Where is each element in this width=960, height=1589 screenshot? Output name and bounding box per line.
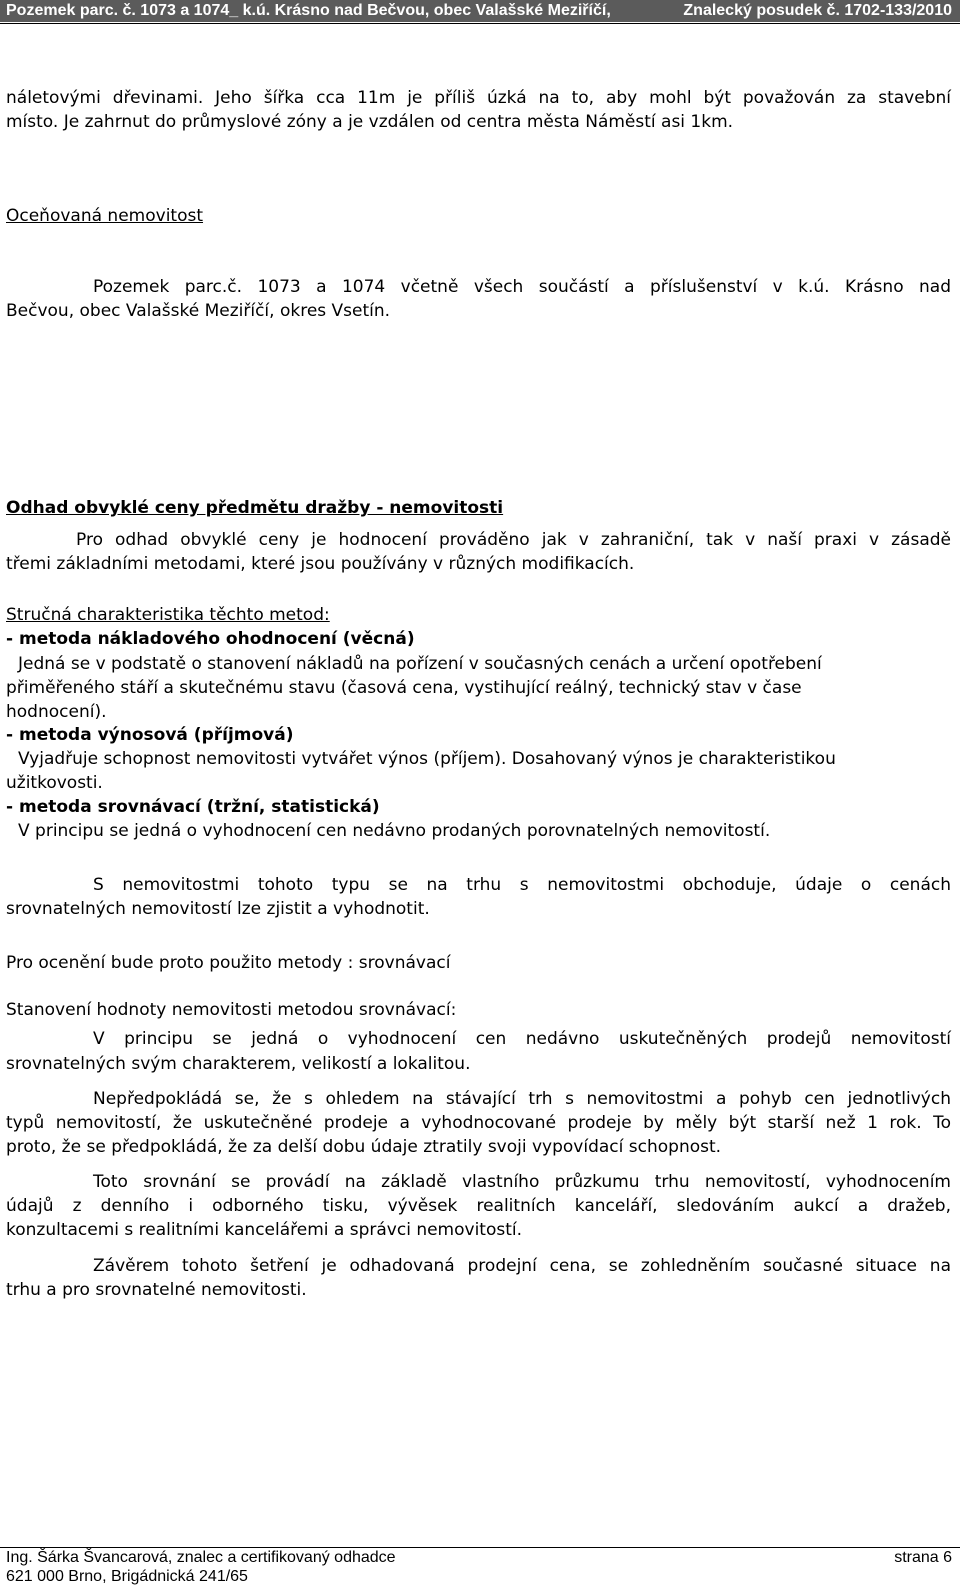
page-header [0, 0, 960, 25]
valuation-p4-line-2: trhu a pro srovnatelné nemovitosti. [6, 1280, 307, 1300]
cost-method-title: - metoda nákladového ohodnocení (věcná) [6, 629, 415, 649]
header-report-number: Znalecký posudek č. 1702-133/2010 [683, 2, 952, 19]
intro-line-1: náletovými dřevinami. Jeho šířka cca 11m je příliš úzká na to, aby mohl být považován za stavební [6, 88, 951, 108]
header-rule [0, 23, 960, 24]
market-line-1: S nemovitostmi tohoto typu se na trhu s nemovitostmi obchoduje, údaje o cenách [93, 875, 951, 895]
cost-method-line-1: Jedná se v podstatě o stanovení nákladů na pořízení v současných cenách a určení opotřebení [18, 654, 822, 674]
valuation-p1-line-1: V principu se jedná o vyhodnocení cen nedávno uskutečněných prodejů nemovitostí [93, 1029, 951, 1049]
income-method-line-1: Vyjadřuje schopnost nemovitosti vytvářet výnos (příjem). Dosahovaný výnos je charakteristikou [18, 749, 836, 769]
cost-method-line-2: přiměřeného stáří a skutečnému stavu (časová cena, vystihující reálný, technický stav v čase [6, 678, 802, 698]
estimate-heading: Odhad obvyklé ceny předmětu dražby - nemovitosti [6, 498, 504, 518]
valuation-p1-line-2: srovnatelných svým charakterem, velikostí a lokalitou. [6, 1054, 471, 1074]
valuation-p3-line-2: údajů z denního i odborného tisku, vývěsek realitních kanceláří, sledováním aukcí a dražeb, [6, 1196, 951, 1216]
market-line-2: srovnatelných nemovitostí lze zjistit a vyhodnotit. [6, 899, 430, 919]
income-method-title: - metoda výnosová (příjmová) [6, 725, 294, 745]
page-number: strana 6 [894, 1549, 952, 1566]
footer-rule [0, 1547, 960, 1548]
valuation-p4-line-1: Závěrem tohoto šetření je odhadovaná prodejní cena, se zohledněním současné situace na [93, 1256, 951, 1276]
header-title: Pozemek parc. č. 1073 a 1074_ k.ú. Krásno nad Bečvou, obec Valašské Meziříčí, [6, 2, 611, 19]
property-line-1: Pozemek parc.č. 1073 a 1074 včetně všech součástí a příslušenství v k.ú. Krásno nad [93, 277, 951, 297]
valuation-p2-line-1: Nepředpokládá se, že s ohledem na stávající trh s nemovitostmi a pohyb cen jednotlivých [93, 1089, 951, 1109]
valuation-p2-line-3: proto, že se předpokládá, že za delší dobu údaje ztratily svoji vypovídací schopnost. [6, 1137, 722, 1157]
footer-author: Ing. Šárka Švancarová, znalec a certifikovaný odhadce [6, 1549, 396, 1566]
estimate-line-1: Pro odhad obvyklé ceny je hodnocení prováděno jak v zahraniční, tak v naší praxi v zásadě [76, 530, 951, 550]
property-heading: Oceňovaná nemovitost [6, 206, 204, 226]
valuation-p3-line-3: konzultacemi s realitními kancelářemi a správci nemovitostí. [6, 1220, 523, 1240]
comparative-method-title: - metoda srovnávací (tržní, statistická) [6, 797, 380, 817]
valuation-heading: Stanovení hodnoty nemovitosti metodou srovnávací: [6, 1000, 457, 1020]
cost-method-line-3: hodnocení). [6, 702, 107, 722]
estimate-line-2: třemi základními metodami, které jsou používány v různých modifikacích. [6, 554, 635, 574]
comparative-method-line-1: V principu se jedná o vyhodnocení cen nedávno prodaných porovnatelných nemovitostí. [18, 821, 771, 841]
valuation-p3-line-1: Toto srovnání se provádí na základě vlastního průzkumu trhu nemovitostí, vyhodnocením [93, 1172, 951, 1192]
chosen-method: Pro ocenění bude proto použito metody : srovnávací [6, 953, 451, 973]
income-method-line-2: užitkovosti. [6, 773, 103, 793]
footer-address: 621 000 Brno, Brigádnická 241/65 [6, 1568, 248, 1585]
property-line-2: Bečvou, obec Valašské Meziříčí, okres Vsetín. [6, 301, 391, 321]
valuation-p2-line-2: typů nemovitostí, že uskutečněné prodeje a vyhodnocované prodeje by měly být starší než 1 rok. To [6, 1113, 951, 1133]
methods-heading: Stručná charakteristika těchto metod: [6, 605, 330, 625]
intro-line-2: místo. Je zahrnut do průmyslové zóny a je vzdálen od centra města Náměstí asi 1km. [6, 112, 734, 132]
